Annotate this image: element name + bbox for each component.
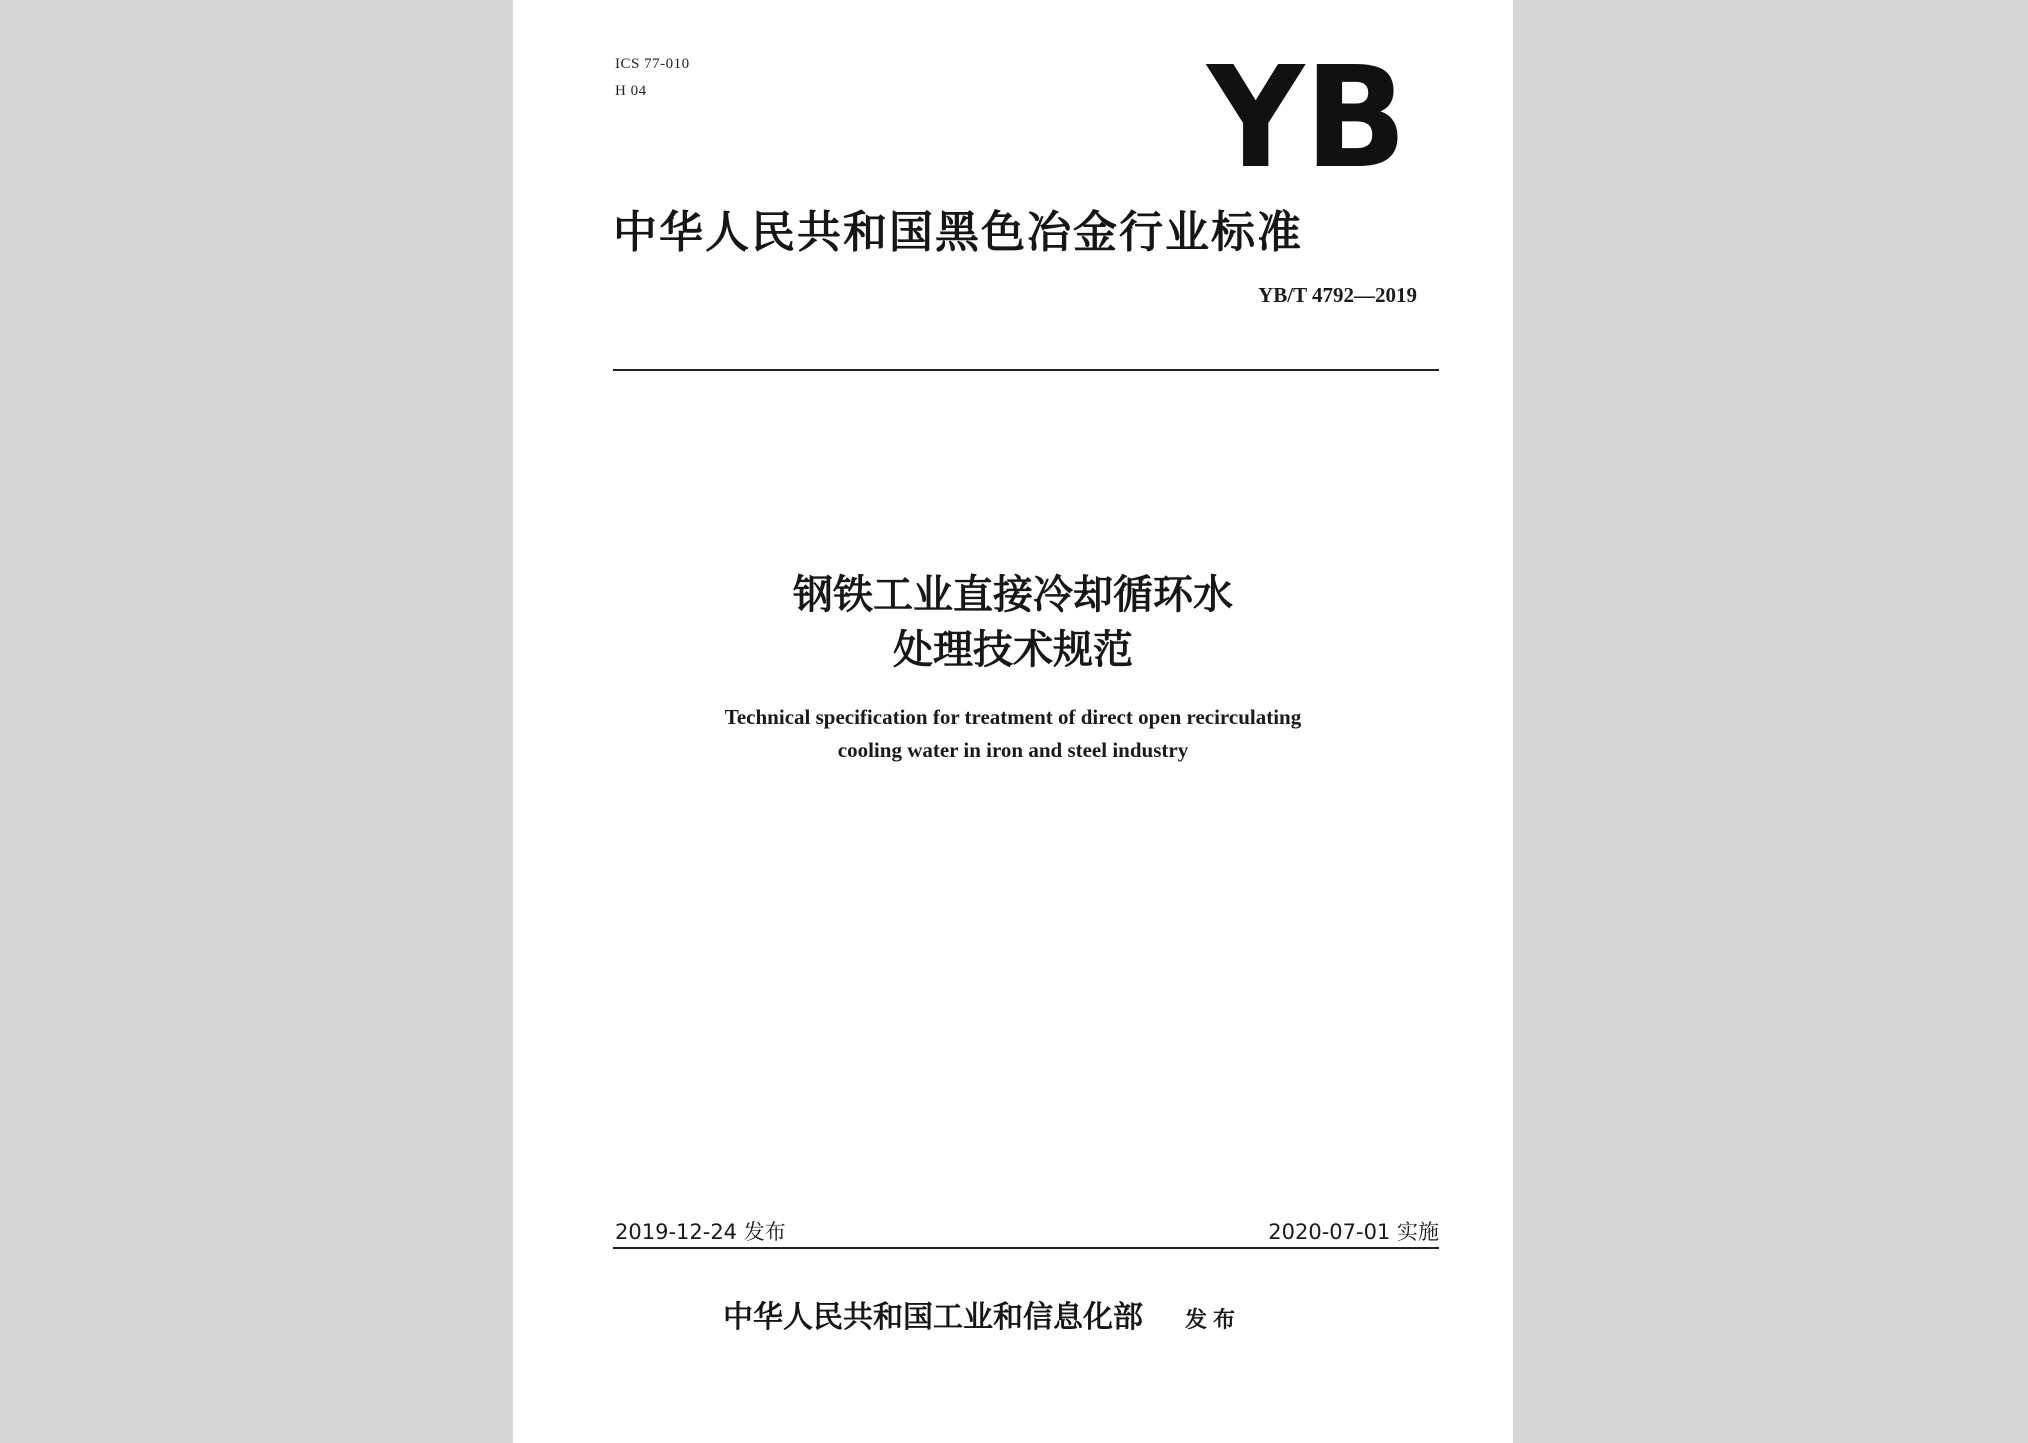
english-title-line-2: cooling water in iron and steel industry	[837, 738, 1189, 762]
publisher-name: 中华人民共和国工业和信息化部	[723, 1300, 1143, 1335]
industry-standard-title: 中华人民共和国黑色冶金行业标准	[613, 207, 1303, 258]
chinese-title-line-2: 处理技术规范	[893, 627, 1133, 673]
ics-code: ICS 77-010	[615, 56, 690, 72]
publisher-row	[723, 1292, 1241, 1336]
yb-logo	[1192, 38, 1422, 188]
issue-date: 2019-12-24 发布	[615, 1220, 786, 1244]
yb-logo-text: YB	[1205, 38, 1407, 188]
top-divider	[613, 369, 1439, 371]
ccs-code: H 04	[615, 83, 647, 99]
english-title-line-1: Technical specification for treatment of direct open recirculating	[724, 705, 1302, 729]
bottom-divider	[613, 1247, 1439, 1249]
chinese-title-line-1: 钢铁工业直接冷却循环水	[793, 572, 1233, 618]
effective-date: 2020-07-01 实施	[1268, 1220, 1439, 1244]
publish-label: 发布	[1185, 1308, 1242, 1333]
standard-number: YB/T 4792—2019	[1258, 283, 1417, 307]
document-page	[513, 0, 1513, 1443]
